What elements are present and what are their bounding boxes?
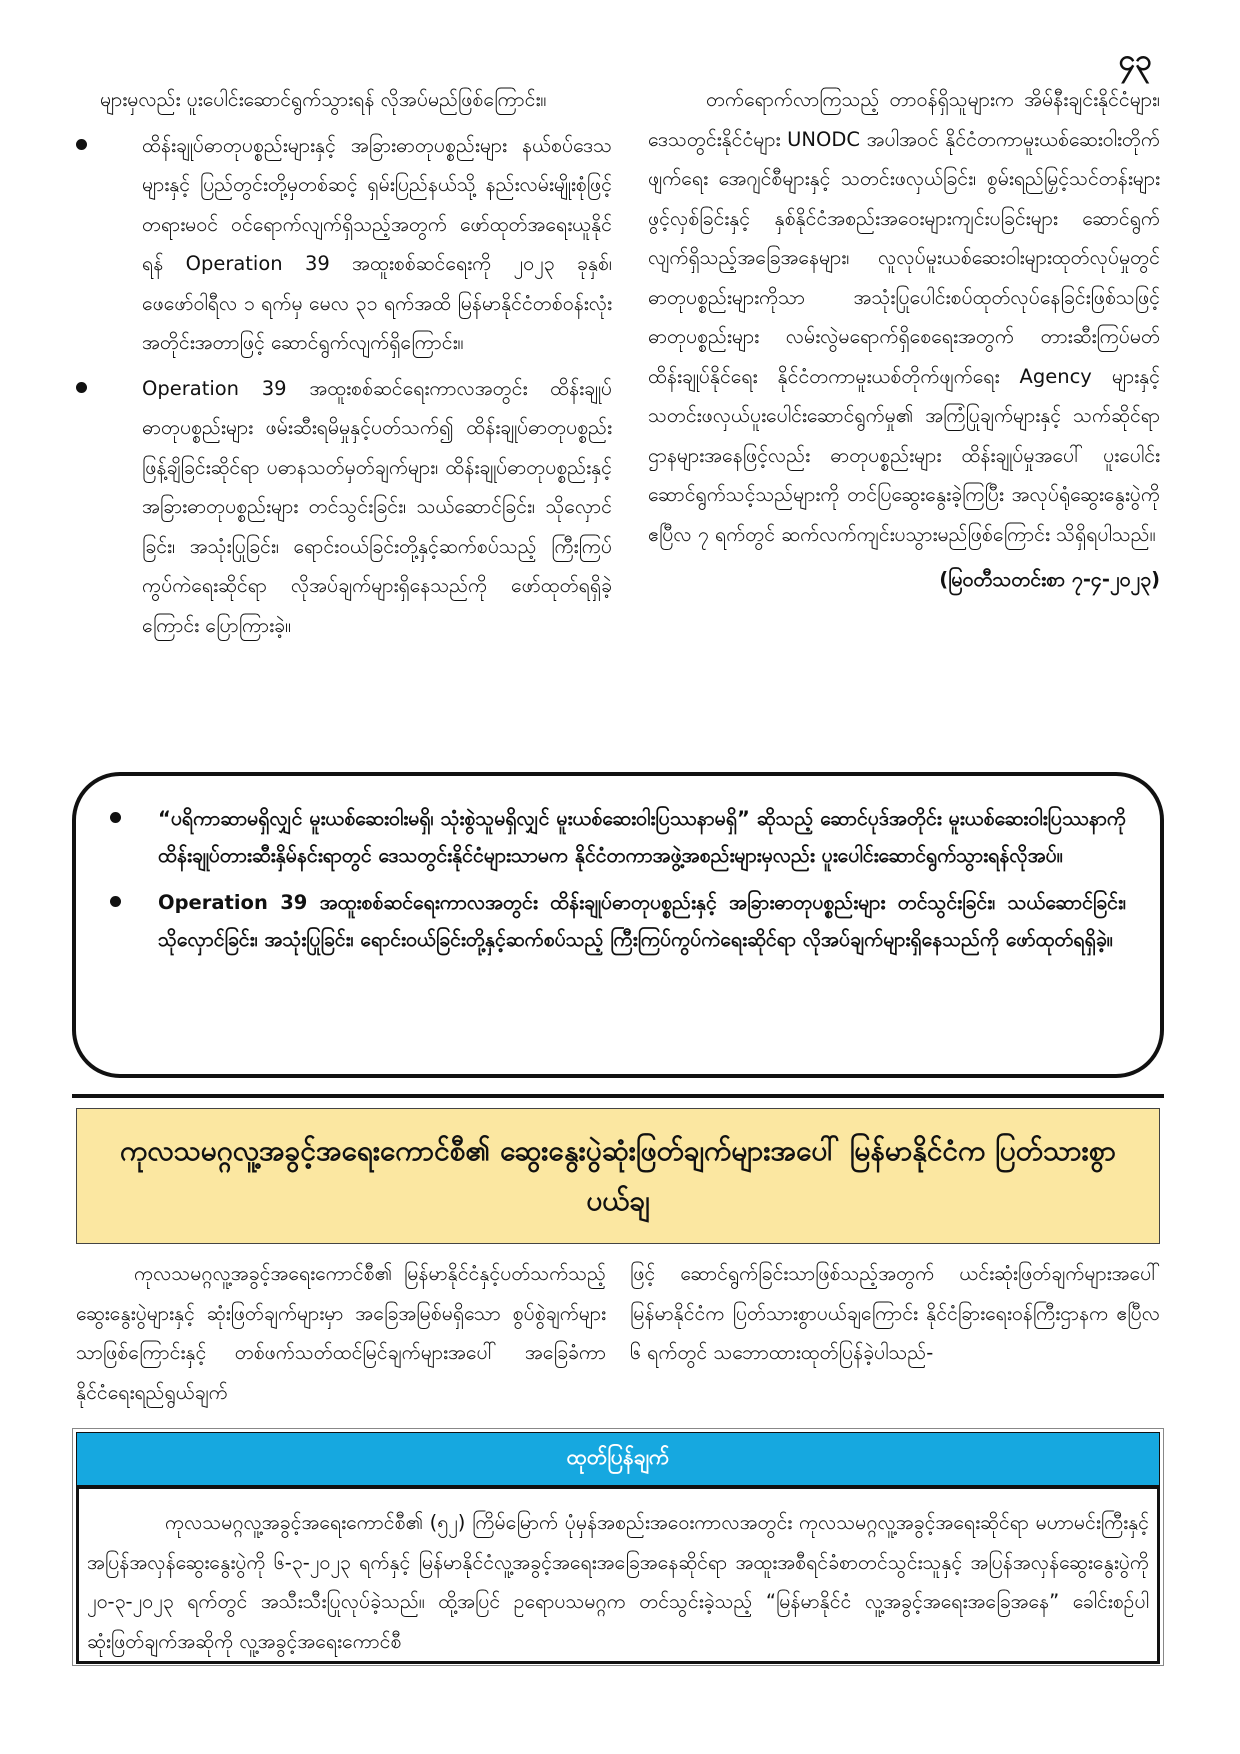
left-bullet-text: ထိန်းချုပ်ဓာတုပစ္စည်းများနှင့် အခြားဓာတုပစ္စည်းများ နယ်စပ်ဒေသများနှင့် ပြည်တွင်းတို့မှတစ်ဆင့် ရှမ်းပြည်နယ်သို့ နည်းလမ်းမျိုးစုံဖြင့် တရားမဝင် ဝင်ရောက်လျက်ရှိသည့်အတွက် ဖော်ထုတ်အရေးယူနိုင်ရန် Operation 39 အထူးစစ်ဆင်ရေးကို ၂၀၂၃ ခုနှစ်၊ ဖေဖော်ဝါရီလ ၁ ရက်မှ မေလ ၃၁ ရက်အထိ မြန်မာနိုင်ငံတစ်ဝန်းလုံးအတိုင်းအတာဖြင့် ဆောင်ရွက်လျက်ရှိကြောင်း။: [142, 133, 612, 354]
article-columns: [100, 80, 1160, 750]
right-paragraph: တက်ရောက်လာကြသည့် တာဝန်ရှိသူများက အိမ်နီးချင်းနိုင်ငံများ၊ ဒေသတွင်းနိုင်ငံများ UNODC အပါအဝင် နိုင်ငံတကာမူးယစ်ဆေးဝါးတိုက်ဖျက်ရေး အေဂျင်စီများနှင့် သတင်းဖလှယ်ခြင်း၊ စွမ်းရည်မြှင့်သင်တန်းများဖွင့်လှစ်ခြင်းနှင့် နှစ်နိုင်ငံအစည်းအဝေးများကျင်းပခြင်းများ ဆောင်ရွက်လျက်ရှိသည့်အခြေအနေများ၊ လူလုပ်မူးယစ်ဆေးဝါးများထုတ်လုပ်မှုတွင် ဓာတုပစ္စည်းများကိုသာ အသုံးပြုပေါင်းစပ်ထုတ်လုပ်နေခြင်းဖြစ်သဖြင့် ဓာတုပစ္စည်းများ လမ်းလွဲမရောက်ရှိစေရေးအတွက် တားဆီးကြပ်မတ်ထိန်းချုပ်နိုင်ရေး နိုင်ငံတကာမူးယစ်တိုက်ဖျက်ရေး Agency များနှင့် သတင်းဖလှယ်ပူးပေါင်းဆောင်ရွက်မှု၏ အကြံပြုချက်များနှင့် သက်ဆိုင်ရာဌာနများအနေဖြင့်လည်း ဓာတုပစ္စည်းများ ထိန်းချုပ်မှုအပေါ် ပူးပေါင်းဆောင်ရွက်သင့်သည်များကို တင်ပြဆွေးနွေးခဲ့ကြပြီး အလုပ်ရုံဆွေးနွေးပွဲကို ဧပြီလ ၇ ရက်တွင် ဆက်လက်ကျင်းပသွားမည်ဖြစ်ကြောင်း သိရှိရပါသည်။: [648, 88, 1160, 546]
statement-text: ကုလသမဂ္ဂလူ့အခွင့်အရေးကောင်စီ၏ (၅၂) ကြိမ်မြောက် ပုံမှန်အစည်းအဝေးကာလအတွင်း ကုလသမဂ္ဂလူ့အခွင့်အရေးဆိုင်ရာ မဟာမင်းကြီးနှင့် အပြန်အလှန်ဆွေးနွေးပွဲကို ၆-၃-၂၀၂၃ ရက်နှင့် မြန်မာနိုင်ငံလူ့အခွင့်အရေးအခြေအနေဆိုင်ရာ အထူးအစီရင်ခံစာတင်သွင်းသူနှင့် အပြန်အလှန်ဆွေးနွေးပွဲကို ၂၀-၃-၂၀၂၃ ရက်တွင် အသီးသီးပြုလုပ်ခဲ့သည်။ ထို့အပြင် ဥရောပသမဂ္ဂက တင်သွင်းခဲ့သည့် “မြန်မာနိုင်ငံ လူ့အခွင့်အရေးအခြေအနေ” ခေါင်းစဉ်ပါဆုံးဖြတ်ချက်အဆိုကို လူ့အခွင့်အရေးကောင်စီ: [87, 1511, 1149, 1653]
summary-bullet-item: [134, 800, 1126, 874]
summary-bullet-item: [134, 884, 1126, 958]
summary-bullet-text: “ပရိကာဆာမရှိလျှင် မူးယစ်ဆေးဝါးမရှိ၊ သုံးစွဲသူမရှိလျှင် မူးယစ်ဆေးဝါးပြဿနာမရှိ” ဆိုသည့် ဆောင်ပုဒ်အတိုင်း မူးယစ်ဆေးဝါးပြဿနာကို ထိန်းချုပ်တားဆီးနှိမ်နင်းရာတွင် ဒေသတွင်းနိုင်ငံများသာမက နိုင်ငံတကာအဖွဲ့အစည်းများမှလည်း ပူးပေါင်းဆောင်ရွက်သွားရန်လိုအပ်။: [158, 807, 1126, 867]
bullet-icon: [110, 812, 121, 823]
summary-bullet-text: Operation 39 အထူးစစ်ဆင်ရေးကာလအတွင်း ထိန်းချုပ်ဓာတုပစ္စည်းနှင့် အခြားဓာတုပစ္စည်းများ တင်သွင်းခြင်း၊ သယ်ဆောင်ခြင်း၊ သိုလှောင်ခြင်း၊ အသုံးပြုခြင်း၊ ရောင်းဝယ်ခြင်းတို့နှင့်ဆက်စပ်သည့် ကြီးကြပ်ကွပ်ကဲရေးဆိုင်ရာ လိုအပ်ချက်များရှိနေသည်ကို ဖော်ထုတ်ရရှိခဲ့။: [158, 891, 1126, 951]
lower-right-column: [630, 1254, 1160, 1414]
left-bullet-list: [100, 126, 612, 646]
bullet-icon: [76, 139, 87, 150]
bullet-icon: [110, 896, 121, 907]
statement-title: ထုတ်ပြန်ချက်: [76, 1432, 1160, 1486]
lower-right-paragraph: ဖြင့် ဆောင်ရွက်ခြင်းသာဖြစ်သည့်အတွက် ယင်းဆုံးဖြတ်ချက်များအပေါ် မြန်မာနိုင်ငံက ပြတ်သားစွာပယ်ချကြောင်း နိုင်ငံခြားရေးဝန်ကြီးဌာနက ဧပြီလ ၆ ရက်တွင် သဘောထားထုတ်ပြန်ခဲ့ပါသည်-: [630, 1262, 1160, 1364]
section-divider: [72, 1094, 1164, 1098]
right-column: [648, 80, 1160, 750]
left-bullet-text: Operation 39 အထူးစစ်ဆင်ရေးကာလအတွင်း ထိန်းချုပ်ဓာတုပစ္စည်းများ ဖမ်းဆီးရမိမှုနှင့်ပတ်သက်၍ ထိန်းချုပ်ဓာတုပစ္စည်းဖြန့်ချိခြင်းဆိုင်ရာ ပဓာနသတ်မှတ်ချက်များ၊ ထိန်းချုပ်ဓာတုပစ္စည်းနှင့် အခြားဓာတုပစ္စည်းများ တင်သွင်းခြင်း၊ သယ်ဆောင်ခြင်း၊ သိုလှောင်ခြင်း၊ အသုံးပြုခြင်း၊ ရောင်းဝယ်ခြင်းတို့နှင့်ဆက်စပ်သည့် ကြီးကြပ်ကွပ်ကဲရေးဆိုင်ရာ လိုအပ်ချက်များရှိနေသည်ကို ဖော်ထုတ်ရရှိခဲ့ကြောင်း ပြောကြားခဲ့။: [142, 376, 612, 637]
article-headline: ကုလသမဂ္ဂလူ့အခွင့်အရေးကောင်စီ၏ ဆွေးနွေးပွဲဆုံးဖြတ်ချက်များအပေါ် မြန်မာနိုင်ငံက ပြတ်သားစွာပယ်ချ: [76, 1108, 1160, 1244]
bullet-icon: [76, 382, 87, 393]
left-bullet-item: [100, 126, 612, 363]
left-continuation: များမှလည်း ပူးပေါင်းဆောင်ရွက်သွားရန် လိုအပ်မည်ဖြစ်ကြောင်း။: [100, 88, 547, 111]
lower-article-columns: [76, 1254, 1160, 1414]
page-number: ၄၃: [1118, 43, 1152, 78]
statement-body: [76, 1486, 1160, 1664]
news-source: (မြဝတီသတင်းစာ ၇-၄-၂၀၂၃): [939, 568, 1160, 591]
lower-left-column: [76, 1254, 606, 1414]
summary-box: [72, 772, 1164, 1078]
left-column: [100, 80, 612, 750]
lower-left-paragraph: ကုလသမဂ္ဂလူ့အခွင့်အရေးကောင်စီ၏ မြန်မာနိုင်ငံနှင့်ပတ်သက်သည့် ဆွေးနွေးပွဲများနှင့် ဆုံးဖြတ်ချက်များမှာ အခြေအမြစ်မရှိသော စွပ်စွဲချက်များသာဖြစ်ကြောင်းနှင့် တစ်ဖက်သတ်ထင်မြင်ချက်များအပေါ် အခြေခံကာ နိုင်ငံရေးရည်ရွယ်ချက်: [76, 1262, 606, 1404]
left-bullet-item: [100, 369, 612, 646]
summary-bullet-list: [134, 800, 1126, 958]
